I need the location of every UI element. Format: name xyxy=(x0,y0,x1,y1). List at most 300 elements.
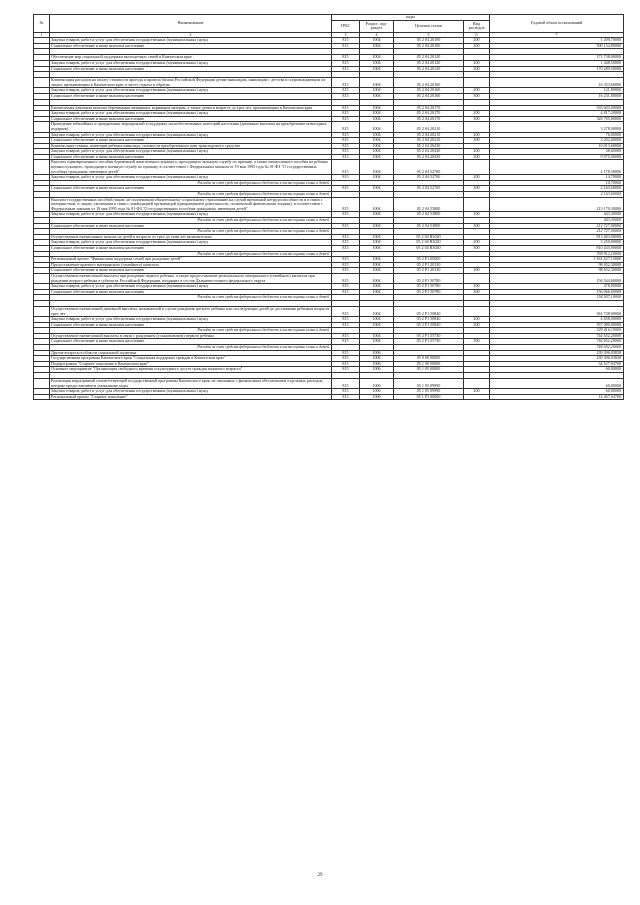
grbs-cell: 815 xyxy=(332,55,360,61)
name-cell: Закупка товаров, работ и услуг для обеспечения государственных (муниципальных) нужд xyxy=(50,60,332,66)
name-cell: Подпрограмма "Старшее поколение в Камчатском крае" xyxy=(50,361,332,367)
grbs-cell: 815 xyxy=(332,389,360,395)
name-cell: Предоставление краевого материнского (семейного) капитала xyxy=(50,262,332,268)
grbs-cell: 815 xyxy=(332,105,360,111)
name-cell: Социальное обеспечение и иные выплаты населению xyxy=(50,268,332,274)
razdel-cell: 1004 xyxy=(360,317,394,323)
name-cell: Закупка товаров, работ и услуг для обеспечения государственных (муниципальных) нужд xyxy=(50,240,332,246)
razdel-cell: 1004 xyxy=(360,197,394,212)
sum-cell: 4 658,00000 xyxy=(490,317,624,323)
name-cell: Социальное обеспечение и иные выплаты населению xyxy=(50,223,332,229)
name-cell: Ежемесячная денежная выплата беременным женщинам, кормящим матерям, а также детям в возрасте до трех лет, проживающим в Камчатском крае xyxy=(50,105,332,111)
expense-type-cell xyxy=(464,160,490,175)
expense-type-cell: 200 xyxy=(464,111,490,117)
grbs-cell: 815 xyxy=(332,284,360,290)
table-row xyxy=(34,394,624,400)
num-cell xyxy=(34,394,50,400)
razdel-cell: 1006 xyxy=(360,356,394,362)
expense-type-cell: 300 xyxy=(464,186,490,192)
name-cell: Расходы за счет средств федерального бюджета в части охраны семьи и детей xyxy=(50,229,332,235)
grbs-cell: 815 xyxy=(332,149,360,155)
sum-cell: 769 912,10000 xyxy=(490,251,624,257)
grbs-cell: 815 xyxy=(332,356,360,362)
expense-type-cell xyxy=(464,197,490,212)
sum-cell: 443,30000 xyxy=(490,212,624,218)
name-cell: Расходы за счет средств федерального бюджета в части охраны семьи и детей xyxy=(50,251,332,257)
grbs-cell: 815 xyxy=(332,317,360,323)
target-article-cell: 05 2 04 20430 xyxy=(394,149,464,155)
sum-cell: 170 289,50000 xyxy=(490,66,624,72)
grbs-cell: 815 xyxy=(332,223,360,229)
target-article-cell: 05 2 04 R3020 xyxy=(394,245,464,251)
name-cell: Реализация мероприятий соответствующей государственной программы Камчатского края, не связанных с финансовым обеспечением отдельных расходов, которые предоставляются уникальные коды xyxy=(50,379,332,389)
num-cell xyxy=(34,379,50,389)
grbs-cell: 815 xyxy=(332,197,360,212)
target-article-cell: 05 2 04 20100 xyxy=(394,38,464,44)
target-article-cell: 05 2 P1 50840 xyxy=(394,306,464,316)
target-article-cell: 05 1 05 09990 xyxy=(394,389,464,395)
table-row xyxy=(34,273,624,283)
sum-cell: 810 433,90000 xyxy=(490,245,624,251)
razdel-cell: 1004 xyxy=(360,93,394,99)
sum-cell: 213 170,30000 xyxy=(490,197,624,212)
name-cell: Закупка товаров, работ и услуг для обеспечения государственных (муниципальных) нужд xyxy=(50,212,332,218)
grbs-cell: 815 xyxy=(332,132,360,138)
expense-type-cell: 200 xyxy=(464,317,490,323)
grbs-cell: 815 xyxy=(332,88,360,94)
sum-cell: 1 361 527,10000 xyxy=(490,257,624,263)
name-cell: Компенсация расходов на оплату стоимости проезда и провоза багажа Российской Федерации детям-инвалидам, инвалидам с детства и сопровождающим их лицам, проживающим в Камчатском крае, к месту отдыха и обратно xyxy=(50,78,332,88)
target-article-cell: 05 2 04 20170 xyxy=(394,111,464,117)
name-cell: Закупка товаров, работ и услуг для обеспечения государственных (муниципальных) нужд xyxy=(50,389,332,395)
target-article-cell: 05 2 04 20100 xyxy=(394,43,464,49)
target-article-cell: 05 2 04 20170 xyxy=(394,105,464,111)
sum-cell: 744 652,20000 xyxy=(490,345,624,351)
razdel-cell: 1004 xyxy=(360,132,394,138)
name-cell: Расходы за счет средств федерального бюджета в части охраны семьи и детей xyxy=(50,295,332,301)
table-row xyxy=(34,78,624,88)
razdel-cell: 1004 xyxy=(360,240,394,246)
sum-cell: 98 652,30000 xyxy=(490,262,624,268)
num-cell xyxy=(34,306,50,316)
expense-type-cell: 200 xyxy=(464,175,490,181)
target-article-cell: 05 2 P1 55730 xyxy=(394,333,464,339)
expense-type-cell: 200 xyxy=(464,389,490,395)
target-article-cell: 05 2 04 20210 xyxy=(394,122,464,132)
target-article-cell: 05 2 P1 50780 xyxy=(394,284,464,290)
expense-type-cell xyxy=(464,306,490,316)
name-cell: Выплата единовременного пособия беременной жене военнослужащего, проходящего военную службу по призыву, а также ежемесячного пособия на ребенка военнослужащего, проходящего военную службу по призыву, в соответствии с Федеральным законом от 19 мая 1995 года № 81-ФЗ "О государственных пособиях гражданам, имеющим детей" xyxy=(50,160,332,175)
budget-table-body xyxy=(34,38,624,400)
expense-type-cell: 300 xyxy=(464,289,490,295)
grbs-cell: 815 xyxy=(332,289,360,295)
col-index: 4 xyxy=(360,32,394,38)
expense-type-cell: 200 xyxy=(464,240,490,246)
target-article-cell: 05 2 P1 55730 xyxy=(394,339,464,345)
page-number: 29 xyxy=(317,873,323,878)
name-cell: Региональный проект "Старшее поколение" xyxy=(50,394,332,400)
razdel-cell: 1004 xyxy=(360,88,394,94)
grbs-cell: 815 xyxy=(332,138,360,144)
name-cell: Социальное обеспечение и иные выплаты населению xyxy=(50,66,332,72)
grbs-cell: 815 xyxy=(332,257,360,263)
razdel-cell: 1004 xyxy=(360,66,394,72)
target-article-cell: 05 2 04 20120 xyxy=(394,60,464,66)
razdel-cell: 1004 xyxy=(360,234,394,240)
table-row xyxy=(34,122,624,132)
num-cell xyxy=(34,122,50,132)
grbs-cell: 815 xyxy=(332,333,360,339)
sum-cell: 76,00000 xyxy=(490,132,624,138)
target-article-cell: 05 1 05 09990 xyxy=(394,379,464,389)
razdel-cell: 1004 xyxy=(360,160,394,175)
num-cell xyxy=(34,197,50,212)
grbs-cell: 815 xyxy=(332,175,360,181)
target-article-cell: 05 0 00 00000 xyxy=(394,356,464,362)
target-article-cell: 05 1 P3 00000 xyxy=(394,394,464,400)
grbs-cell: 815 xyxy=(332,367,360,373)
sum-cell: 744 652,20000 xyxy=(490,333,624,339)
header-sum: Годовой объем ассигнований xyxy=(490,15,624,33)
grbs-cell: 815 xyxy=(332,379,360,389)
expense-type-cell: 200 xyxy=(464,88,490,94)
expense-type-cell: 300 xyxy=(464,154,490,160)
expense-type-cell: 200 xyxy=(464,212,490,218)
sum-cell: 38,60000 xyxy=(490,149,624,155)
expense-type-cell: 200 xyxy=(464,132,490,138)
name-cell: Осуществление ежемесячных выплат на детей в возрасте от трех до семи лет включительно xyxy=(50,234,332,240)
sum-cell: 2 178,30000 xyxy=(490,160,624,175)
razdel-cell: 1004 xyxy=(360,306,394,316)
target-article-cell: 05 2 04 53800 xyxy=(394,212,464,218)
header-expense-type: Вид расходов xyxy=(464,20,490,32)
sum-cell: 156 066,60000 xyxy=(490,289,624,295)
name-cell: Расходы за счет средств федерального бюджета в части охраны семьи и детей xyxy=(50,328,332,334)
razdel-cell: 1006 xyxy=(360,350,394,356)
sum-cell: 14,70000 xyxy=(490,180,624,186)
num-cell xyxy=(34,160,50,175)
razdel-cell: 1004 xyxy=(360,105,394,111)
table-row xyxy=(34,197,624,212)
name-cell: Осуществление ежемесячной денежной выплаты, назначаемой в случае рождения третьего ребенка или последующих детей до достижения ребенком возраста трех лет xyxy=(50,306,332,316)
name-cell: Закупка товаров, работ и услуг для обеспечения государственных (муниципальных) нужд xyxy=(50,111,332,117)
razdel-cell: 1004 xyxy=(360,257,394,263)
expense-type-cell: 300 xyxy=(464,322,490,328)
sum-cell: 328 785,80000 xyxy=(490,116,624,122)
grbs-cell: 815 xyxy=(332,212,360,218)
grbs-cell: 815 xyxy=(332,122,360,132)
grbs-cell: 815 xyxy=(332,93,360,99)
grbs-cell: 815 xyxy=(332,273,360,283)
expense-type-cell xyxy=(464,273,490,283)
razdel-cell: 1006 xyxy=(360,379,394,389)
sum-cell: 16 231,80000 xyxy=(490,93,624,99)
target-article-cell: 05 2 P1 50780 xyxy=(394,273,464,283)
sum-cell: 239 396,03838 xyxy=(490,350,624,356)
grbs-cell: 815 xyxy=(332,60,360,66)
sum-cell: 34 527,04700 xyxy=(490,361,624,367)
name-cell: Обеспечение мер социальной поддержки многодетных семей в Камчатском крае xyxy=(50,55,332,61)
razdel-cell: 1004 xyxy=(360,339,394,345)
header-num: № xyxy=(34,15,50,33)
target-article-cell: 05 2 04 52700 xyxy=(394,175,464,181)
name-cell: Другие вопросы в области социальной политики xyxy=(50,350,332,356)
target-article-cell: 05 2 04 53800 xyxy=(394,197,464,212)
razdel-cell: 1004 xyxy=(360,284,394,290)
sum-cell: 4 817,20000 xyxy=(490,111,624,117)
target-article-cell: 05 2 04 20210 xyxy=(394,132,464,138)
razdel-cell: 1004 xyxy=(360,138,394,144)
grbs-cell: 815 xyxy=(332,66,360,72)
grbs-cell: 815 xyxy=(332,111,360,117)
razdel-cell: 1004 xyxy=(360,212,394,218)
expense-type-cell: 300 xyxy=(464,93,490,99)
col-index: 7 xyxy=(490,32,624,38)
razdel-cell: 1004 xyxy=(360,60,394,66)
grbs-cell: 815 xyxy=(332,38,360,44)
sum-cell: 171 738,00000 xyxy=(490,55,624,61)
expense-type-cell: 300 xyxy=(464,43,490,49)
expense-type-cell xyxy=(464,394,490,400)
name-cell: Компенсация семьям, имеющим ребенка-инвалида, стоимости приобретенного ими транспортного средства xyxy=(50,143,332,149)
name-cell: Социальное обеспечение и иные выплаты населению xyxy=(50,116,332,122)
razdel-cell: 1004 xyxy=(360,55,394,61)
sum-cell: 361 738,00000 xyxy=(490,306,624,316)
grbs-cell: 815 xyxy=(332,186,360,192)
target-article-cell: 05 2 04 20160 xyxy=(394,78,464,88)
expense-type-cell: 300 xyxy=(464,268,490,274)
grbs-cell: 815 xyxy=(332,350,360,356)
razdel-cell: 1004 xyxy=(360,245,394,251)
target-article-cell: 05 1 05 00000 xyxy=(394,367,464,373)
name-cell: Расходы за счет средств федерального бюджета в части охраны семьи и детей xyxy=(50,218,332,224)
col-index: 1 xyxy=(34,32,50,38)
sum-cell: 2 163,60000 xyxy=(490,192,624,198)
razdel-cell: 1004 xyxy=(360,143,394,149)
target-article-cell: 05 2 04 20210 xyxy=(394,138,464,144)
sum-cell: 9 975,00000 xyxy=(490,154,624,160)
target-article-cell: 05 2 04 20430 xyxy=(394,154,464,160)
name-cell: Расходы за счет средств федерального бюджета в части охраны семьи и детей xyxy=(50,192,332,198)
sum-cell: 333 603,00000 xyxy=(490,105,624,111)
expense-type-cell: 200 xyxy=(464,284,490,290)
col-index: 3 xyxy=(332,32,360,38)
target-article-cell: 05 2 04 20430 xyxy=(394,143,464,149)
name-cell: Расходы за счет средств федерального бюджета в части охраны семьи и детей xyxy=(50,180,332,186)
grbs-cell: 815 xyxy=(332,322,360,328)
name-cell: Социальное обеспечение и иные выплаты населению xyxy=(50,154,332,160)
header-codes: коды xyxy=(332,15,490,21)
grbs-cell: 815 xyxy=(332,394,360,400)
grbs-cell: 815 xyxy=(332,143,360,149)
sum-cell: 14,70000 xyxy=(490,175,624,181)
col-index: 2 xyxy=(50,32,332,38)
sum-cell: 156 544,60000 xyxy=(490,273,624,283)
header-target-article: Целевая статья xyxy=(394,20,464,32)
grbs-cell: 815 xyxy=(332,116,360,122)
expense-type-cell: 300 xyxy=(464,223,490,229)
name-cell: Региональный проект "Финансовая поддержка семей при рождении детей" xyxy=(50,257,332,263)
sum-cell: 1 448,50000 xyxy=(490,60,624,66)
sum-cell: 239 396,03838 xyxy=(490,356,624,362)
name-cell: Основное мероприятие "Организация свободного времени и культурного досуга граждан пожилого возраста" xyxy=(50,367,332,373)
sum-cell: 443,30000 xyxy=(490,218,624,224)
target-article-cell: 05 2 04 20160 xyxy=(394,93,464,99)
razdel-cell: 1006 xyxy=(360,389,394,395)
name-cell: Осуществление ежемесячной выплаты при рождении первого ребенка, а также предоставление регионального материнского (семейного) капитала при рождении второго ребенка в субъектах Российской Федерации, входящих в состав Дальневосточного федерального округа xyxy=(50,273,332,283)
name-cell: Социальное обеспечение и иные выплаты населению xyxy=(50,289,332,295)
razdel-cell: 1004 xyxy=(360,111,394,117)
grbs-cell: 815 xyxy=(332,268,360,274)
razdel-cell: 1006 xyxy=(360,361,394,367)
sum-cell: 10 013,60000 xyxy=(490,143,624,149)
num-cell xyxy=(34,273,50,283)
target-article-cell: 05 2 04 52700 xyxy=(394,186,464,192)
razdel-cell: 1004 xyxy=(360,322,394,328)
name-cell: Закупка товаров, работ и услуг для обеспечения государственных (муниципальных) нужд xyxy=(50,88,332,94)
table-row xyxy=(34,160,624,175)
num-cell xyxy=(34,78,50,88)
razdel-cell: 1004 xyxy=(360,186,394,192)
name-cell: Социальное обеспечение и иные выплаты населению xyxy=(50,322,332,328)
name-cell: Социальное обеспечение и иные выплаты населению xyxy=(50,138,332,144)
expense-type-cell xyxy=(464,78,490,88)
expense-type-cell xyxy=(464,122,490,132)
name-cell: Социальное обеспечение и иные выплаты населению xyxy=(50,245,332,251)
sum-cell: 3 202,00000 xyxy=(490,138,624,144)
razdel-cell: 1004 xyxy=(360,38,394,44)
razdel-cell: 1004 xyxy=(360,116,394,122)
name-cell: Осуществление ежемесячной выплаты в связи с рождением (усыновлением) первого ребенка xyxy=(50,333,332,339)
name-cell: Социальное обеспечение и иные выплаты населению xyxy=(50,339,332,345)
sum-cell: 744 652,20000 xyxy=(490,339,624,345)
razdel-cell: 1004 xyxy=(360,268,394,274)
sum-cell: 14 467,04700 xyxy=(490,394,624,400)
sum-cell: 2 163,60000 xyxy=(490,186,624,192)
name-cell: Закупка товаров, работ и услуг для обеспечения государственных (муниципальных) нужд xyxy=(50,149,332,155)
name-cell: Выплата государственных пособий лицам, не подлежащим обязательному социальному страхованию на случай временной нетрудоспособности и в связи с материнством, и лицам, уволенным в связи с ликвидацией организаций (прекращением деятельности, полномочий физическими лицами), в соответствии с Федеральным законом от 19 мая 1995 года № 81-ФЗ "О государственных пособиях гражданам, имеющим детей" xyxy=(50,197,332,212)
sum-cell: 60,00000 xyxy=(490,379,624,389)
grbs-cell: 815 xyxy=(332,43,360,49)
sum-cell: 154 507,10000 xyxy=(490,295,624,301)
target-article-cell: 05 1 00 00000 xyxy=(394,361,464,367)
sum-cell: 500 154,80000 xyxy=(490,43,624,49)
name-cell: Государственная программа Камчатского края "Социальная поддержка граждан в Камчатском крае" xyxy=(50,356,332,362)
sum-cell: 3 278,00000 xyxy=(490,122,624,132)
col-index: 5 xyxy=(394,32,464,38)
target-article-cell: 05 2 04 53800 xyxy=(394,223,464,229)
razdel-cell: 1004 xyxy=(360,262,394,268)
razdel-cell: 1004 xyxy=(360,175,394,181)
razdel-cell: 1006 xyxy=(360,394,394,400)
razdel-cell: 1004 xyxy=(360,289,394,295)
name-cell: Расходы за счет средств федерального бюджета в части охраны семьи и детей xyxy=(50,345,332,351)
razdel-cell: 1006 xyxy=(360,367,394,373)
grbs-cell: 815 xyxy=(332,78,360,88)
grbs-cell: 815 xyxy=(332,160,360,175)
name-cell: Социальное обеспечение и иные выплаты населению xyxy=(50,93,332,99)
sum-cell: 357 080,00000 xyxy=(490,322,624,328)
sum-cell: 60,00000 xyxy=(490,389,624,395)
expense-type-cell: 200 xyxy=(464,149,490,155)
sum-cell: 98 652,30000 xyxy=(490,268,624,274)
razdel-cell: 1004 xyxy=(360,154,394,160)
grbs-cell: 815 xyxy=(332,361,360,367)
header-grbs: ГРБС xyxy=(332,20,360,32)
sum-cell: 121,80000 xyxy=(490,88,624,94)
target-article-cell: 05 2 04 R3020 xyxy=(394,240,464,246)
sum-cell: 3 250,00000 xyxy=(490,240,624,246)
col-index: 6 xyxy=(464,32,490,38)
expense-type-cell: 300 xyxy=(464,116,490,122)
sum-cell: 60,00000 xyxy=(490,367,624,373)
budget-table xyxy=(33,14,624,400)
name-cell: Социальное обеспечение и иные выплаты населению xyxy=(50,43,332,49)
sum-cell: 16 353,60000 xyxy=(490,78,624,88)
sum-cell: 212 727,00000 xyxy=(490,229,624,235)
razdel-cell: 1004 xyxy=(360,223,394,229)
grbs-cell: 815 xyxy=(332,240,360,246)
expense-type-cell: 200 xyxy=(464,38,490,44)
name-cell: Закупка товаров, работ и услуг для обеспечения государственных (муниципальных) нужд xyxy=(50,175,332,181)
name-cell: Закупка товаров, работ и услуг для обеспечения государственных (муниципальных) нужд xyxy=(50,132,332,138)
expense-type-cell: 200 xyxy=(464,60,490,66)
target-article-cell: 05 2 04 20170 xyxy=(394,116,464,122)
target-article-cell: 05 2 P1 50780 xyxy=(394,289,464,295)
expense-type-cell: 300 xyxy=(464,138,490,144)
target-article-cell: 05 2 P1 00000 xyxy=(394,257,464,263)
expense-type-cell: 300 xyxy=(464,66,490,72)
name-cell: Социальное обеспечение и иные выплаты населению xyxy=(50,186,332,192)
expense-type-cell: 300 xyxy=(464,245,490,251)
grbs-cell: 815 xyxy=(332,154,360,160)
razdel-cell: 1004 xyxy=(360,122,394,132)
target-article-cell: 05 2 P1 20130 xyxy=(394,262,464,268)
target-article-cell: 05 2 04 20160 xyxy=(394,88,464,94)
name-cell: Закупка товаров, работ и услуг для обеспечения государственных (муниципальных) нужд xyxy=(50,38,332,44)
razdel-cell: 1004 xyxy=(360,333,394,339)
sum-cell: 813 683,90000 xyxy=(490,234,624,240)
table-row xyxy=(34,379,624,389)
name-cell: Проведение юбилейных и праздничных мероприятий в поддержку малообеспеченных категорий населения (денежные выплаты на приобретение новогодних подарков) xyxy=(50,122,332,132)
target-article-cell: 05 2 04 20120 xyxy=(394,66,464,72)
name-cell: Закупка товаров, работ и услуг для обеспечения государственных (муниципальных) нужд xyxy=(50,317,332,323)
sum-cell: 329 416,10000 xyxy=(490,328,624,334)
sum-cell: 1 209,70000 xyxy=(490,38,624,44)
target-article-cell: 05 2 P1 20130 xyxy=(394,268,464,274)
grbs-cell: 815 xyxy=(332,339,360,345)
expense-type-cell: 300 xyxy=(464,339,490,345)
grbs-cell: 815 xyxy=(332,306,360,316)
target-article-cell: 05 2 P1 50840 xyxy=(394,317,464,323)
grbs-cell: 815 xyxy=(332,245,360,251)
grbs-cell: 815 xyxy=(332,234,360,240)
razdel-cell: 1004 xyxy=(360,78,394,88)
header-name: Наименование xyxy=(50,15,332,33)
table-row xyxy=(34,306,624,316)
razdel-cell: 1004 xyxy=(360,149,394,155)
sum-cell: 212 727,00000 xyxy=(490,223,624,229)
budget-table-sheet xyxy=(33,14,623,400)
grbs-cell: 815 xyxy=(332,262,360,268)
target-article-cell: 05 2 04 20120 xyxy=(394,55,464,61)
expense-type-cell xyxy=(464,379,490,389)
target-article-cell: 05 2 P1 50840 xyxy=(394,322,464,328)
target-article-cell: 05 2 04 52700 xyxy=(394,160,464,175)
razdel-cell: 1004 xyxy=(360,43,394,49)
header-razdel: Раздел, под-раздел xyxy=(360,20,394,32)
sum-cell: 478,00000 xyxy=(490,284,624,290)
